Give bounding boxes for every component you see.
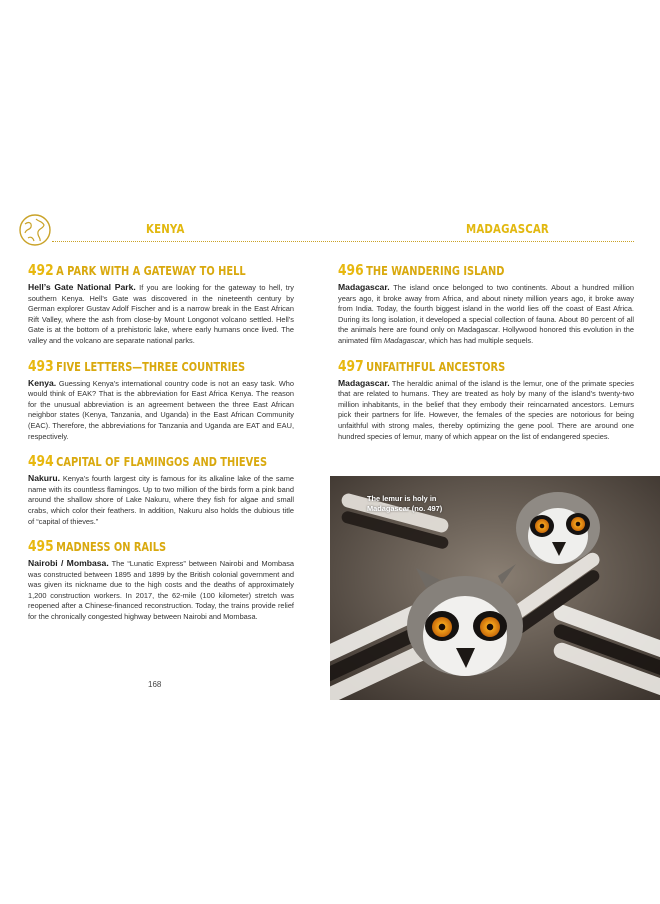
header-country-left: KENYA [146, 222, 185, 236]
entry-493 [28, 358, 294, 443]
entry-number: 497 [338, 356, 364, 375]
entry-heading [28, 358, 246, 375]
entry-title: A PARK WITH A GATEWAY TO HELL [56, 264, 246, 278]
entry-number: 493 [28, 356, 54, 375]
entry-body [28, 378, 294, 443]
globe-icon [18, 213, 52, 247]
entry-heading [28, 262, 246, 279]
film-title: Madagascar [384, 335, 425, 345]
entry-body [28, 558, 294, 623]
entry-497 [338, 358, 634, 443]
entry-text: The island once belonged to two continents. About a hundred million years ago, it broke away from Africa, and about ninety million years ago, it broke away from India. Today, the fourth biggest island in the world lies off the coast of East Africa. During its long isolation, it developed a special collection of fauna. About 80 percent of all the animals here are found only on Madagascar. Hollywood honored this evolution in the animated film [338, 283, 634, 345]
entry-lead: Kenya. [28, 377, 57, 388]
entry-lead: Madagascar. [338, 282, 390, 292]
entry-number: 494 [28, 452, 54, 471]
entry-number: 496 [338, 261, 364, 279]
entry-title: THE WANDERING ISLAND [366, 264, 505, 278]
left-column [28, 262, 294, 634]
entry-heading [28, 538, 246, 555]
entry-495 [28, 538, 294, 623]
entry-number: 495 [28, 537, 54, 556]
entry-text: If you are looking for the gateway to hell, try southern Kenya. Hell’s Gate was discovered in the nineteenth century by German explorer Gustav Adolf Fischer and is a narrow break in the East African Rift Valley, where the ash from close-by Mount Longonot volcano settled. Hell’s Gate is at the bottom of a prehistoric lake, where early humans once lived. The valley and the volcano are separate national parks. [28, 283, 294, 345]
entry-title: UNFAITHFUL ANCESTORS [366, 359, 506, 374]
entry-lead: Hell’s Gate National Park. [28, 282, 136, 292]
entry-body [338, 378, 634, 443]
entry-heading [338, 358, 581, 375]
entry-text: The “Lunatic Express” between Nairobi and Mombasa was constructed between 1895 and 1899 by the British colonial government and was given its nickname due to the high costs and the deaths of approximately 1,200 construction workers. In 2017, the 62-mile (100 kilometer) stretch was reopened after a Chinese-financed reconstruction. Today, the trains provide relief for the chronically congested highway between Nairobi and Mombasa. [28, 559, 295, 622]
right-column [338, 262, 634, 453]
entry-text: The heraldic animal of the island is the lemur, one of the primate species that are related to humans. They are treated as holy by many of the island’s twenty-two million inhabitants, in the belief that they embody their reincarnated ancestors. Lemurs pick their partners for life. However, the females of the species are notorious for being unfaithful with strong males, thereby optimizing the gene pool. There are around one hundred species of lemur, many of which appear on the list of endangered species. [338, 378, 634, 441]
entry-title: CAPITAL OF FLAMINGOS AND THIEVES [56, 455, 268, 470]
entry-title: FIVE LETTERS—THREE COUNTRIES [56, 359, 246, 374]
entry-body [338, 282, 634, 347]
entry-text: Kenya’s fourth largest city is famous for its alkaline lake of the same name with its countless flamingos. Up to two million of the birds form a pink band around the shallow shore of Lake Nakuru, where they fish for algae and small crabs, which color their feathers. In addition, Nakuru also holds the dubious title of “capital of thieves.” [28, 474, 294, 526]
entry-heading [338, 262, 581, 279]
entry-body [28, 473, 294, 527]
entry-lead: Nakuru. [28, 473, 60, 484]
entry-text-end: , which has had multiple sequels. [424, 335, 534, 345]
header-divider [52, 241, 634, 242]
entry-heading [28, 452, 268, 471]
entry-492 [28, 262, 294, 347]
entry-text: Guessing Kenya’s international country code is not an easy task. Who would think of EAK? That is the abbreviation for East Africa Kenya. The reason for the unusual abbreviation is an agreement between the three East African neighbor states (Kenya, Tanzania, and Uganda) in the East African Community (EAC). Therefore, the abbreviations for Tanzania and Uganda are EAT and EAU, respectively. [28, 378, 294, 441]
entry-lead: Nairobi / Mombasa. [28, 558, 109, 569]
photo-caption: The lemur is holy in Madagascar (no. 497) [367, 494, 443, 513]
page-number: 168 [148, 680, 162, 689]
header-country-right: MADAGASCAR [466, 222, 549, 236]
entry-body [28, 282, 294, 347]
entry-lead: Madagascar. [338, 377, 390, 388]
entry-title: MADNESS ON RAILS [56, 540, 167, 555]
entry-496 [338, 262, 634, 347]
entry-number: 492 [28, 261, 54, 279]
entry-494 [28, 453, 294, 527]
